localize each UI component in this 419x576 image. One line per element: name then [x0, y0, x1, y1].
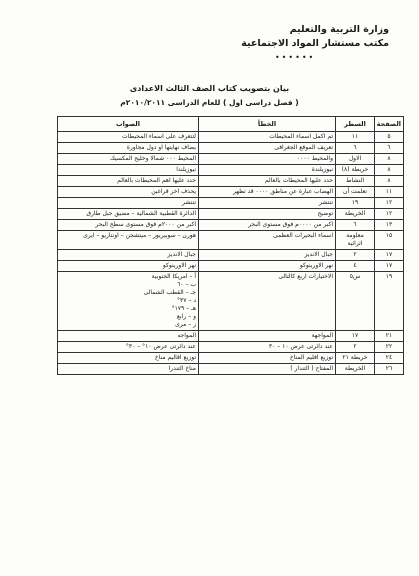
cell-page: ٨: [375, 165, 404, 176]
col-page-header: الصفحة: [375, 117, 404, 132]
cell-line: النشاط: [336, 176, 375, 187]
table-row: [58, 154, 404, 165]
cell-line: خريطة ٢١: [336, 353, 375, 364]
cell-right: لتتعرف على اسماء المحيطات: [58, 132, 199, 143]
cell-line: خريطة (٨): [336, 165, 375, 176]
cell-page: ١٢: [375, 198, 404, 209]
cell-right: نيوزيلندا: [58, 165, 199, 176]
table-row: [58, 220, 404, 231]
cell-page: ٨: [375, 176, 404, 187]
cell-wrong: جبال الانديز: [199, 250, 336, 261]
cell-page: ١٧: [375, 250, 404, 261]
cell-page: ٢٦: [375, 364, 404, 375]
cell-line: الاول: [336, 154, 375, 165]
cell-wrong: المفتاح ( التندار ): [199, 364, 336, 375]
cell-page: ٦: [375, 143, 404, 154]
cell-page: ٢٤: [375, 353, 404, 364]
cell-right: نهر الاورينوكو: [58, 261, 199, 272]
col-line-header: السطر: [336, 117, 375, 132]
table-row: [58, 364, 404, 375]
cell-line: معلومة اثرائية: [336, 231, 375, 250]
col-wrong-header: الخطأ: [199, 117, 336, 132]
table-row: [58, 331, 404, 342]
cell-page: ١٢: [375, 209, 404, 220]
cell-right: جبال الانديز: [58, 250, 199, 261]
table-header-row: [58, 117, 404, 132]
cell-wrong: عند دائرتى عرض ١٠ – ٣٠: [199, 342, 336, 353]
cell-wrong: المواجهة: [199, 331, 336, 342]
cell-right: الدائرة القطبية الشمالية – مضيق جبل طارق: [58, 209, 199, 220]
cell-wrong: نيوزيلندة: [199, 165, 336, 176]
cell-wrong: اسماء البحيرات العظمى: [199, 231, 336, 250]
table-row: [58, 143, 404, 154]
table-row: [58, 272, 404, 331]
cell-wrong: ثم اكمل اسماء المحيطات: [199, 132, 336, 143]
table-row: [58, 198, 404, 209]
cell-right: المحيط ٠٠٠ شمالا وخليج المكسيك: [58, 154, 199, 165]
cell-line: ١٧: [336, 331, 375, 342]
cell-wrong: توزيع اقليم المناخ: [199, 353, 336, 364]
errata-table: [57, 116, 404, 375]
cell-wrong: والمحيط ٠٠٠٠: [199, 154, 336, 165]
header-dots: ••••••: [274, 53, 316, 62]
cell-right: مناخ التندرا: [58, 364, 199, 375]
table-row: [58, 132, 404, 143]
table-row: [58, 250, 404, 261]
table-row: [58, 353, 404, 364]
cell-line: الخريطة: [336, 209, 375, 220]
cell-right: اكبر من ٢٠٠٠م فوق مستوى سطح البحر: [58, 220, 199, 231]
cell-right: يضاف نهايتها او دول مجاورة: [58, 143, 199, 154]
cell-page: ١٣: [375, 220, 404, 231]
table-row: [58, 209, 404, 220]
cell-line: ٤: [336, 261, 375, 272]
cell-line: ٦: [336, 220, 375, 231]
cell-right: تنتشر: [58, 198, 199, 209]
cell-wrong: نهر الاورينوكو: [199, 261, 336, 272]
cell-page: ٥: [375, 132, 404, 143]
document-subtitle: ( فصل دراسى اول ) للعام الدراسى ٢٠١٠/٢٠١١م: [120, 98, 299, 107]
table-row: [58, 261, 404, 272]
cell-wrong: تنتشر: [199, 198, 336, 209]
cell-line: ٦: [336, 143, 375, 154]
table-row: [58, 231, 404, 250]
cell-right: عند دائرتى عرض ١٠° – ٣٠°: [58, 342, 199, 353]
cell-line: تعلمت أن: [336, 187, 375, 198]
table-row: [58, 165, 404, 176]
cell-page: ١٩: [375, 272, 404, 331]
cell-page: ١٥: [375, 231, 404, 250]
cell-page: ٢٢: [375, 342, 404, 353]
office-name: مكتب مستشار المواد الاجتماعية: [241, 38, 389, 49]
cell-wrong: الاختيارات اربع كالتالى: [199, 272, 336, 331]
document-title: بيان بتصويب كتاب الصف الثالث الاعدادى: [129, 84, 290, 93]
cell-page: ١٧: [375, 261, 404, 272]
cell-right: هورن – سوبيريور – ميتشجن – اونتاريو – ايرى: [58, 231, 199, 250]
cell-line: ١١: [336, 132, 375, 143]
cell-wrong: اكبر من ٠٠٠٠م فوق مستوى البحر: [199, 220, 336, 231]
cell-right: أ – امريكا الجنوبية ب – ٦٠ جـ – القطب الشمالى د – ٣٧° هـ – ١٧٩° و – رابع ز – مرى: [58, 272, 199, 331]
cell-line: ١٩: [336, 198, 375, 209]
cell-right: يحذف اخر قراغين: [58, 187, 199, 198]
cell-wrong: حدد عليها المحيطات بالعالم: [199, 176, 336, 187]
cell-line: الخريطة: [336, 364, 375, 375]
cell-wrong: توضيح: [199, 209, 336, 220]
ministry-name: وزارة التربية والتعليم: [289, 24, 389, 35]
cell-line: ٢: [336, 250, 375, 261]
cell-page: ١١: [375, 187, 404, 198]
table-row: [58, 176, 404, 187]
cell-line: ٢: [336, 342, 375, 353]
cell-page: ٨: [375, 154, 404, 165]
cell-page: ٢١: [375, 331, 404, 342]
cell-right: حدد عليها اهم المحيطات بالعالم: [58, 176, 199, 187]
col-right-header: الصواب: [58, 117, 199, 132]
letterhead: [241, 24, 389, 62]
cell-wrong: تعريف الموقع الجغرافى: [199, 143, 336, 154]
table-row: [58, 342, 404, 353]
cell-right: المواجه: [58, 331, 199, 342]
cell-right: توزيع اقاليم مناخ: [58, 353, 199, 364]
cell-wrong: الهضاب عبارة عن مناطق ٠٠٠٠ قد تظهر: [199, 187, 336, 198]
cell-line: س٥: [336, 272, 375, 331]
table-row: [58, 187, 404, 198]
